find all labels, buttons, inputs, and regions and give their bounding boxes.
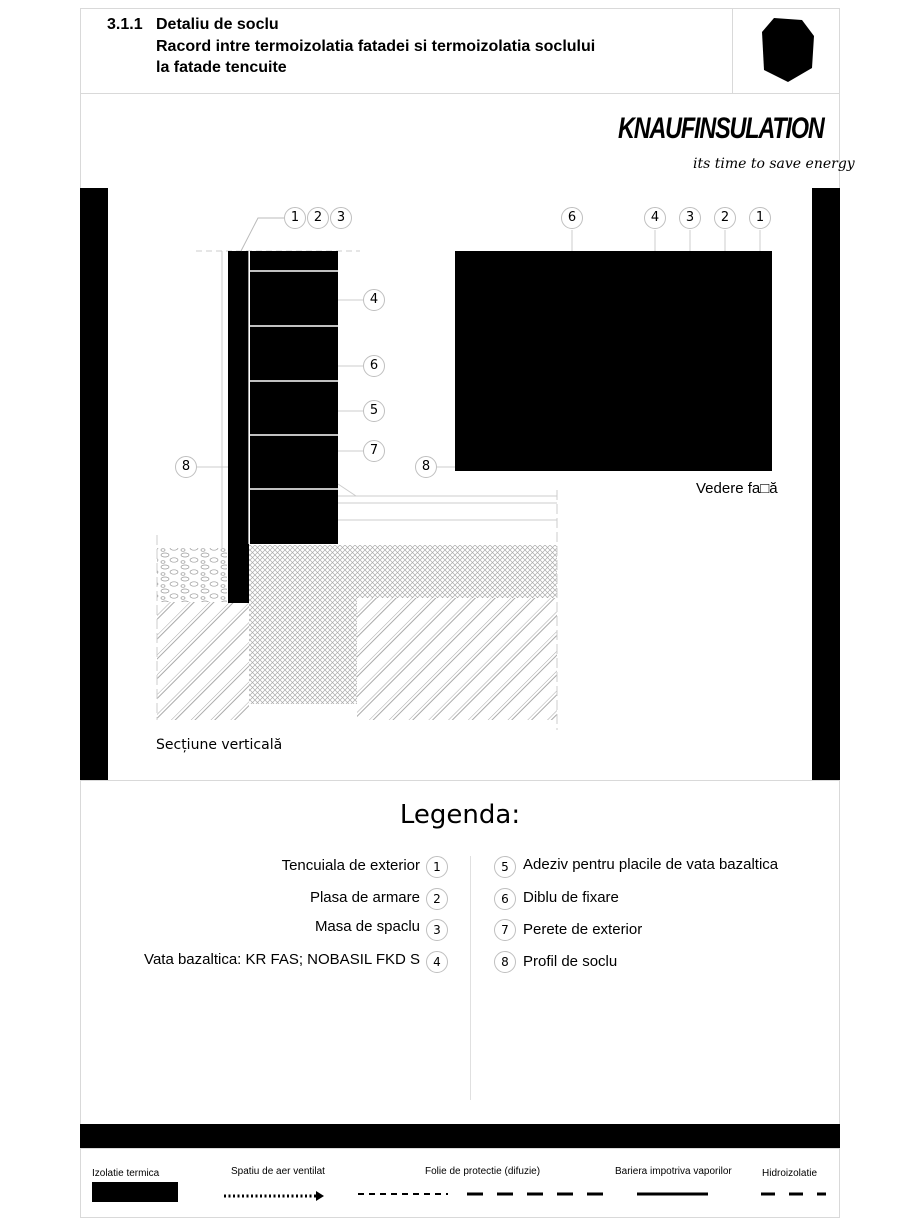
legend-title: Legenda: [399,800,521,830]
front-callout-3: 3 [679,207,701,229]
front-callout-8: 8 [415,456,437,478]
title-line-2: Racord intre termoizolatia fatadei si termoizolatia soclului [156,38,596,55]
callout-2: 2 [307,207,329,229]
legend-label-2: Plasa de armare [309,889,420,906]
front-callout-2: 2 [714,207,736,229]
callout-4: 4 [363,289,385,311]
callout-7: 7 [363,440,385,462]
line-legend-protective-foil: Folie de protectie (difuzie) [425,1166,541,1177]
legend-label-1: Tencuiala de exterior [281,857,420,874]
legend-num-3: 3 [426,919,448,941]
front-view-caption: Vedere fa□ă [696,480,778,497]
legend-num-2: 2 [426,888,448,910]
callout-3: 3 [330,207,352,229]
callout-5: 5 [363,400,385,422]
section-number: 3.1.1 [107,16,143,33]
front-callout-1: 1 [749,207,771,229]
title-line-1: Detaliu de soclu [156,16,279,33]
legend-num-7: 7 [494,919,516,941]
legend-num-6: 6 [494,888,516,910]
legend-num-4: 4 [426,951,448,973]
legend-num-1: 1 [426,856,448,878]
legend-label-4: Vata bazaltica: KR FAS; NOBASIL FKD S [144,951,420,968]
front-callout-4: 4 [644,207,666,229]
legend-label-8: Profil de soclu [523,953,618,970]
line-legend-ventilated-air: Spatiu de aer ventilat [231,1166,325,1177]
legend-label-7: Perete de exterior [523,921,643,938]
legend-label-6: Diblu de fixare [523,889,619,906]
front-callout-6: 6 [561,207,583,229]
legend-divider [470,856,471,1100]
callout-8: 8 [175,456,197,478]
legend-num-5: 5 [494,856,516,878]
title-line-3: la fatade tencuite [156,59,287,76]
legend-label-5: Adeziv pentru placile de vata bazaltica [523,856,779,873]
line-legend-thermal-insulation: Izolatie termica [92,1168,160,1179]
brand-name: KNAUFINSULATION [618,112,824,145]
brand-tagline: its time to save energy [693,156,855,172]
line-legend-vapor-barrier: Bariera impotriva vaporilor [615,1166,732,1177]
callout-6: 6 [363,355,385,377]
footer-bar [80,1124,840,1148]
line-legend-waterproofing: Hidroizolatie [762,1168,818,1179]
legend-num-8: 8 [494,951,516,973]
footer-divider [80,1148,840,1149]
legend-label-3: Masa de spaclu [314,918,420,935]
callout-1: 1 [284,207,306,229]
section-caption: Secțiune verticală [156,737,283,753]
